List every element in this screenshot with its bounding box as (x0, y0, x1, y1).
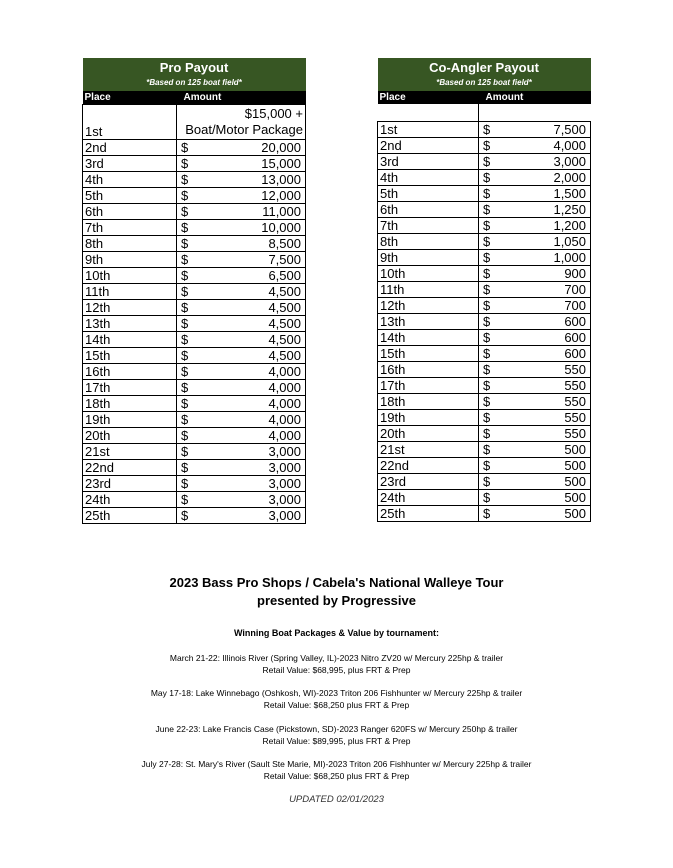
first-place-amount (177, 105, 306, 140)
currency-symbol: $ (181, 444, 189, 459)
amount-value: 3,000 (268, 444, 301, 459)
currency-symbol: $ (181, 508, 189, 523)
amount-value: 4,000 (268, 412, 301, 427)
amount-value: 4,000 (268, 364, 301, 379)
event-4 (0, 758, 673, 782)
amount-cell (479, 474, 591, 490)
place-cell: 12th (83, 300, 177, 316)
place-cell: 4th (378, 170, 479, 186)
table-row (83, 268, 306, 284)
place-cell: 7th (378, 218, 479, 234)
amount-value: 1,050 (553, 234, 587, 249)
amount-cell (479, 490, 591, 506)
currency-symbol: $ (483, 458, 491, 473)
amount-value: 700 (564, 282, 587, 297)
amount-cell (479, 282, 591, 298)
currency-symbol: $ (181, 412, 189, 427)
amount-value: 1,250 (553, 202, 587, 217)
currency-symbol: $ (181, 156, 189, 171)
amount-value: 4,000 (268, 380, 301, 395)
currency-symbol: $ (483, 138, 491, 153)
currency-symbol: $ (483, 298, 491, 313)
amount-value: 4,500 (268, 300, 301, 315)
amount-value: 4,500 (268, 284, 301, 299)
amount-cell (177, 268, 306, 284)
table-row (83, 188, 306, 204)
amount-value: 550 (564, 410, 587, 425)
amount-value: 500 (564, 474, 587, 489)
amount-value: 20,000 (261, 140, 301, 155)
place-cell: 7th (83, 220, 177, 236)
pro-payout-title: Pro Payout (83, 58, 306, 75)
amount-cell (177, 220, 306, 236)
currency-symbol: $ (181, 460, 189, 475)
amount-cell (177, 172, 306, 188)
amount-cell (479, 362, 591, 378)
updated-date: UPDATED 02/01/2023 (289, 794, 384, 805)
place-cell: 25th (83, 508, 177, 524)
amount-cell (177, 204, 306, 220)
amount-cell (177, 476, 306, 492)
place-cell: 2nd (83, 140, 177, 156)
place-cell: 19th (378, 410, 479, 426)
amount-value: 1,500 (553, 186, 587, 201)
currency-symbol: $ (483, 170, 491, 185)
place-cell: 14th (378, 330, 479, 346)
place-cell: 17th (378, 378, 479, 394)
amount-value: 11,000 (262, 204, 301, 219)
amount-value: 12,000 (261, 188, 301, 203)
amount-cell (177, 140, 306, 156)
amount-value: 550 (564, 394, 587, 409)
table-row (378, 186, 591, 202)
currency-symbol: $ (483, 234, 491, 249)
place-cell: 20th (378, 426, 479, 442)
table-row (378, 506, 591, 522)
place-cell: 13th (378, 314, 479, 330)
amount-cell (177, 156, 306, 172)
event-2-description: May 17-18: Lake Winnebago (Oshkosh, WI)-2023 Triton 206 Fishhunter w/ Mercury 225hp & trailer (150, 688, 523, 698)
currency-symbol: $ (483, 474, 491, 489)
place-cell: 16th (378, 362, 479, 378)
amount-value: 4,500 (268, 316, 301, 331)
event-1 (0, 652, 673, 676)
currency-symbol: $ (483, 218, 491, 233)
table-row (378, 234, 591, 250)
amount-value: 15,000 (261, 156, 301, 171)
table-row (83, 156, 306, 172)
place-cell: 22nd (83, 460, 177, 476)
place-cell: 10th (83, 268, 177, 284)
amount-cell (177, 332, 306, 348)
place-cell: 10th (378, 266, 479, 282)
currency-symbol: $ (181, 492, 189, 507)
amount-value: 4,500 (268, 348, 301, 363)
table-row (378, 154, 591, 170)
currency-symbol: $ (483, 314, 491, 329)
amount-value: 3,000 (268, 460, 301, 475)
amount-cell (177, 444, 306, 460)
currency-symbol: $ (483, 426, 491, 441)
currency-symbol: $ (181, 172, 189, 187)
table-row (83, 444, 306, 460)
amount-value: 500 (564, 442, 587, 457)
currency-symbol: $ (483, 394, 491, 409)
table-row (378, 218, 591, 234)
table-row (378, 138, 591, 154)
place-cell: 8th (83, 236, 177, 252)
first-place-package: Boat/Motor Package (185, 122, 303, 137)
event-1-retail-value: Retail Value: $68,995, plus FRT & Prep (262, 665, 411, 675)
table-row (83, 172, 306, 188)
currency-symbol: $ (483, 250, 491, 265)
amount-value: 4,500 (268, 332, 301, 347)
currency-symbol: $ (181, 428, 189, 443)
place-cell: 2nd (378, 138, 479, 154)
table-row (378, 346, 591, 362)
table-row (378, 474, 591, 490)
table-row (83, 364, 306, 380)
place-cell: 20th (83, 428, 177, 444)
table-row (83, 252, 306, 268)
amount-value: 6,500 (268, 268, 301, 283)
amount-cell (479, 394, 591, 410)
co-place-header: Place (378, 91, 479, 104)
amount-value: 600 (564, 314, 587, 329)
pro-place-header: Place (83, 91, 177, 105)
co-angler-payout-title: Co-Angler Payout (378, 58, 591, 75)
amount-cell (479, 506, 591, 522)
table-row (378, 250, 591, 266)
currency-symbol: $ (181, 220, 189, 235)
spacer-row (378, 104, 591, 122)
amount-cell (479, 218, 591, 234)
place-cell: 1st (83, 105, 177, 140)
place-cell: 23rd (83, 476, 177, 492)
amount-value: 7,500 (553, 122, 587, 137)
amount-cell (479, 378, 591, 394)
amount-value: 10,000 (261, 220, 301, 235)
amount-cell (479, 410, 591, 426)
table-row (378, 282, 591, 298)
currency-symbol: $ (181, 348, 189, 363)
place-cell: 1st (378, 122, 479, 138)
table-row (378, 362, 591, 378)
pro-payout-subtitle: *Based on 125 boat field* (83, 75, 306, 91)
table-row (83, 284, 306, 300)
place-cell: 23rd (378, 474, 479, 490)
place-cell: 12th (378, 298, 479, 314)
amount-cell (479, 186, 591, 202)
event-3-description: June 22-23: Lake Francis Case (Pickstown, SD)-2023 Ranger 620FS w/ Mercury 250hp & trailer (155, 724, 518, 734)
table-row (83, 140, 306, 156)
place-cell: 19th (83, 412, 177, 428)
amount-cell (177, 252, 306, 268)
amount-value: 4,000 (268, 396, 301, 411)
place-cell: 18th (378, 394, 479, 410)
place-cell: 5th (83, 188, 177, 204)
amount-value: 1,000 (553, 250, 587, 265)
amount-value: 700 (564, 298, 587, 313)
place-cell: 24th (378, 490, 479, 506)
currency-symbol: $ (483, 378, 491, 393)
packages-heading: Winning Boat Packages & Value by tournament: (234, 628, 439, 638)
place-cell: 14th (83, 332, 177, 348)
currency-symbol: $ (483, 122, 491, 137)
amount-value: 900 (564, 266, 587, 281)
amount-cell (177, 396, 306, 412)
currency-symbol: $ (483, 282, 491, 297)
currency-symbol: $ (483, 202, 491, 217)
currency-symbol: $ (483, 330, 491, 345)
amount-cell (479, 234, 591, 250)
amount-cell (177, 428, 306, 444)
amount-cell (479, 442, 591, 458)
table-row (83, 412, 306, 428)
table-row (83, 105, 306, 140)
amount-value: 3,000 (268, 508, 301, 523)
tour-presented-by: presented by Progressive (257, 593, 416, 608)
amount-cell (479, 202, 591, 218)
currency-symbol: $ (181, 380, 189, 395)
amount-value: 550 (564, 362, 587, 377)
amount-value: 4,000 (268, 428, 301, 443)
table-row (83, 396, 306, 412)
place-cell: 3rd (83, 156, 177, 172)
amount-cell (177, 236, 306, 252)
currency-symbol: $ (181, 476, 189, 491)
amount-cell (177, 508, 306, 524)
amount-cell (479, 298, 591, 314)
place-cell: 9th (378, 250, 479, 266)
place-cell: 8th (378, 234, 479, 250)
currency-symbol: $ (483, 490, 491, 505)
place-cell: 6th (378, 202, 479, 218)
place-cell: 13th (83, 316, 177, 332)
table-row (378, 442, 591, 458)
currency-symbol: $ (483, 362, 491, 377)
currency-symbol: $ (483, 410, 491, 425)
table-row (378, 298, 591, 314)
table-row (378, 394, 591, 410)
amount-value: 3,000 (553, 154, 587, 169)
place-cell: 21st (83, 444, 177, 460)
table-row (378, 490, 591, 506)
amount-cell (177, 460, 306, 476)
amount-value: 550 (564, 378, 587, 393)
table-row (378, 202, 591, 218)
amount-cell (479, 314, 591, 330)
table-row (378, 170, 591, 186)
amount-value: 600 (564, 346, 587, 361)
amount-value: 3,000 (268, 492, 301, 507)
amount-cell (177, 348, 306, 364)
amount-value: 3,000 (268, 476, 301, 491)
table-row (378, 330, 591, 346)
place-cell: 21st (378, 442, 479, 458)
amount-value: 8,500 (268, 236, 301, 251)
event-4-description: July 27-28: St. Mary's River (Sault Ste Marie, MI)-2023 Triton 206 Fishhunter w/ Mercury 225hp & trailer (141, 759, 532, 769)
place-cell: 11th (83, 284, 177, 300)
amount-value: 600 (564, 330, 587, 345)
currency-symbol: $ (483, 346, 491, 361)
currency-symbol: $ (483, 506, 491, 521)
table-row (83, 332, 306, 348)
currency-symbol: $ (181, 396, 189, 411)
table-row (83, 300, 306, 316)
amount-cell (177, 188, 306, 204)
amount-value: 500 (564, 458, 587, 473)
place-cell: 16th (83, 364, 177, 380)
tour-title: 2023 Bass Pro Shops / Cabela's National Walleye Tour (169, 575, 504, 590)
place-cell: 3rd (378, 154, 479, 170)
amount-cell (479, 250, 591, 266)
place-cell: 6th (83, 204, 177, 220)
currency-symbol: $ (181, 252, 189, 267)
amount-cell (177, 380, 306, 396)
currency-symbol: $ (181, 316, 189, 331)
currency-symbol: $ (181, 332, 189, 347)
amount-value: 7,500 (268, 252, 301, 267)
currency-symbol: $ (181, 188, 189, 203)
place-cell: 24th (83, 492, 177, 508)
amount-cell (177, 300, 306, 316)
amount-cell (177, 316, 306, 332)
currency-symbol: $ (181, 204, 189, 219)
table-row (83, 380, 306, 396)
place-cell: 25th (378, 506, 479, 522)
place-cell: 9th (83, 252, 177, 268)
table-row (378, 314, 591, 330)
co-amount-header: Amount (479, 91, 591, 104)
table-row (83, 428, 306, 444)
event-3-retail-value: Retail Value: $89,995, plus FRT & Prep (262, 736, 411, 746)
amount-cell (479, 266, 591, 282)
currency-symbol: $ (483, 442, 491, 457)
amount-value: 500 (564, 490, 587, 505)
amount-value: 13,000 (261, 172, 301, 187)
table-row (378, 410, 591, 426)
amount-cell (479, 426, 591, 442)
currency-symbol: $ (483, 186, 491, 201)
table-row (83, 460, 306, 476)
place-cell: 17th (83, 380, 177, 396)
amount-value: 500 (564, 506, 587, 521)
table-row (378, 266, 591, 282)
place-cell: 18th (83, 396, 177, 412)
amount-cell (479, 170, 591, 186)
place-cell: 5th (378, 186, 479, 202)
place-cell: 15th (378, 346, 479, 362)
table-row (83, 492, 306, 508)
co-angler-payout-table (377, 58, 591, 522)
event-4-retail-value: Retail Value: $68,250 plus FRT & Prep (263, 771, 410, 781)
amount-cell (177, 284, 306, 300)
table-row (83, 476, 306, 492)
currency-symbol: $ (181, 236, 189, 251)
pro-payout-table (82, 58, 306, 524)
table-row (83, 316, 306, 332)
amount-value: 4,000 (553, 138, 587, 153)
amount-cell (479, 122, 591, 138)
event-1-description: March 21-22: Illinois River (Spring Valley, IL)-2023 Nitro ZV20 w/ Mercury 225hp & trailer (169, 653, 504, 663)
currency-symbol: $ (181, 284, 189, 299)
table-row (378, 122, 591, 138)
amount-value: 550 (564, 426, 587, 441)
place-cell: 11th (378, 282, 479, 298)
table-row (83, 508, 306, 524)
table-row (83, 348, 306, 364)
currency-symbol: $ (181, 300, 189, 315)
table-row (83, 204, 306, 220)
event-3 (0, 723, 673, 747)
amount-cell (479, 138, 591, 154)
amount-cell (479, 330, 591, 346)
event-2 (0, 687, 673, 711)
pro-amount-header: Amount (177, 91, 306, 105)
amount-cell (479, 346, 591, 362)
amount-cell (177, 492, 306, 508)
amount-cell (177, 364, 306, 380)
currency-symbol: $ (483, 154, 491, 169)
place-cell: 15th (83, 348, 177, 364)
event-2-retail-value: Retail Value: $68,250 plus FRT & Prep (263, 700, 410, 710)
table-row (378, 458, 591, 474)
currency-symbol: $ (483, 266, 491, 281)
table-row (83, 220, 306, 236)
currency-symbol: $ (181, 364, 189, 379)
amount-value: 2,000 (553, 170, 587, 185)
amount-cell (177, 412, 306, 428)
table-row (378, 426, 591, 442)
table-row (83, 236, 306, 252)
currency-symbol: $ (181, 268, 189, 283)
co-angler-payout-subtitle: *Based on 125 boat field* (378, 75, 591, 91)
place-cell: 22nd (378, 458, 479, 474)
amount-value: 1,200 (553, 218, 587, 233)
currency-symbol: $ (181, 140, 189, 155)
amount-cell (479, 154, 591, 170)
first-place-cash: $15,000 + (244, 106, 303, 121)
place-cell: 4th (83, 172, 177, 188)
amount-cell (479, 458, 591, 474)
table-row (378, 378, 591, 394)
